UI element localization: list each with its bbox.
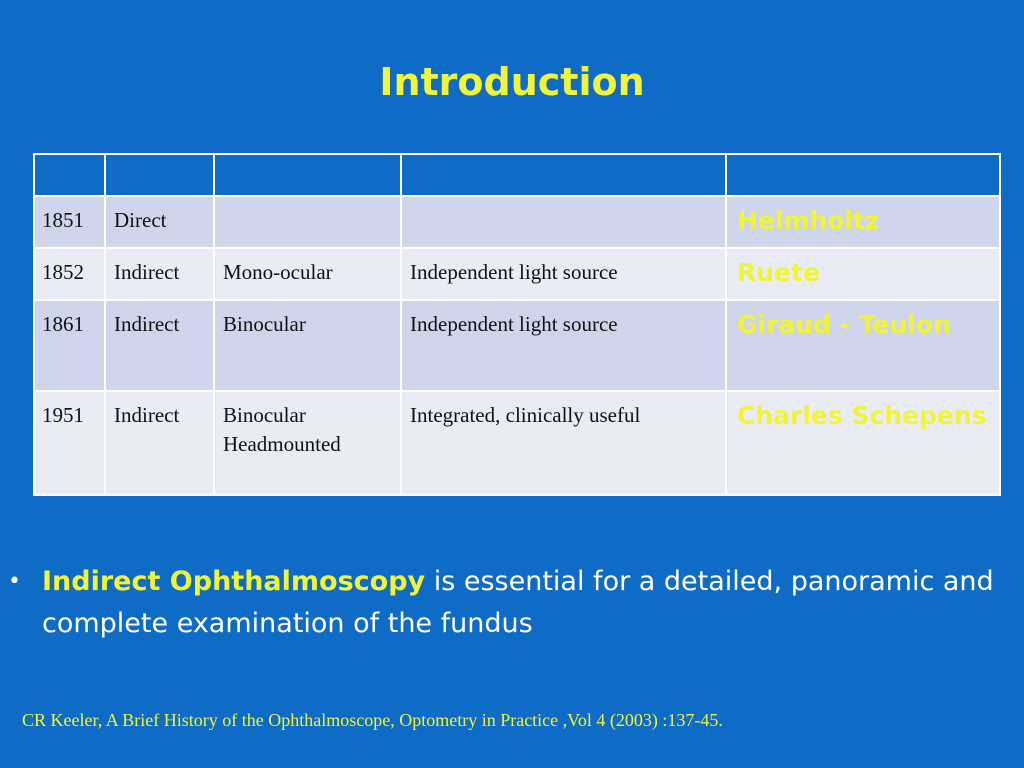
table-row: [34, 248, 1000, 300]
view-cell: Binocular: [214, 300, 401, 391]
bullet-text: [42, 561, 1008, 645]
header-cell: [105, 154, 214, 196]
source-cell: [401, 196, 726, 248]
inventor-cell: Charles Schepens: [726, 391, 1000, 495]
year-cell: 1861: [34, 300, 105, 391]
reference-citation: CR Keeler, A Brief History of the Ophthalmoscope, Optometry in Practice ,Vol 4 (2003) :137-45.: [22, 710, 723, 730]
type-cell: Indirect: [105, 391, 214, 495]
type-cell: Indirect: [105, 248, 214, 300]
table-row: [34, 300, 1000, 391]
view-cell: Mono-ocular: [214, 248, 401, 300]
bullet-body: is essential for a detailed, panoramic and complete examination of the fundus: [42, 566, 994, 639]
view-line: Binocular: [223, 403, 306, 427]
slide-title: Introduction: [379, 60, 645, 104]
source-cell: Independent light source: [401, 300, 726, 391]
inventor-cell: Helmholtz: [726, 196, 1000, 248]
source-cell: Independent light source: [401, 248, 726, 300]
table-row: [34, 391, 1000, 495]
bullet-marker: •: [8, 569, 21, 594]
year-cell: 1852: [34, 248, 105, 300]
type-cell: Indirect: [105, 300, 214, 391]
inventor-cell: Ruete: [726, 248, 1000, 300]
view-cell: [214, 391, 401, 495]
header-cell: [401, 154, 726, 196]
year-cell: 1851: [34, 196, 105, 248]
bullet-point: [8, 561, 1008, 645]
table-row: [34, 196, 1000, 248]
year-cell: 1951: [34, 391, 105, 495]
view-cell: [214, 196, 401, 248]
header-cell: [34, 154, 105, 196]
source-cell: Integrated, clinically useful: [401, 391, 726, 495]
header-cell: [726, 154, 1000, 196]
table-header-row: [34, 154, 1000, 196]
bullet-highlight: Indirect Ophthalmoscopy: [42, 566, 426, 597]
inventor-cell: Giraud - Teulon: [726, 300, 1000, 391]
type-cell: Direct: [105, 196, 214, 248]
history-table: [33, 153, 1001, 496]
view-line: Headmounted: [223, 432, 341, 456]
header-cell: [214, 154, 401, 196]
